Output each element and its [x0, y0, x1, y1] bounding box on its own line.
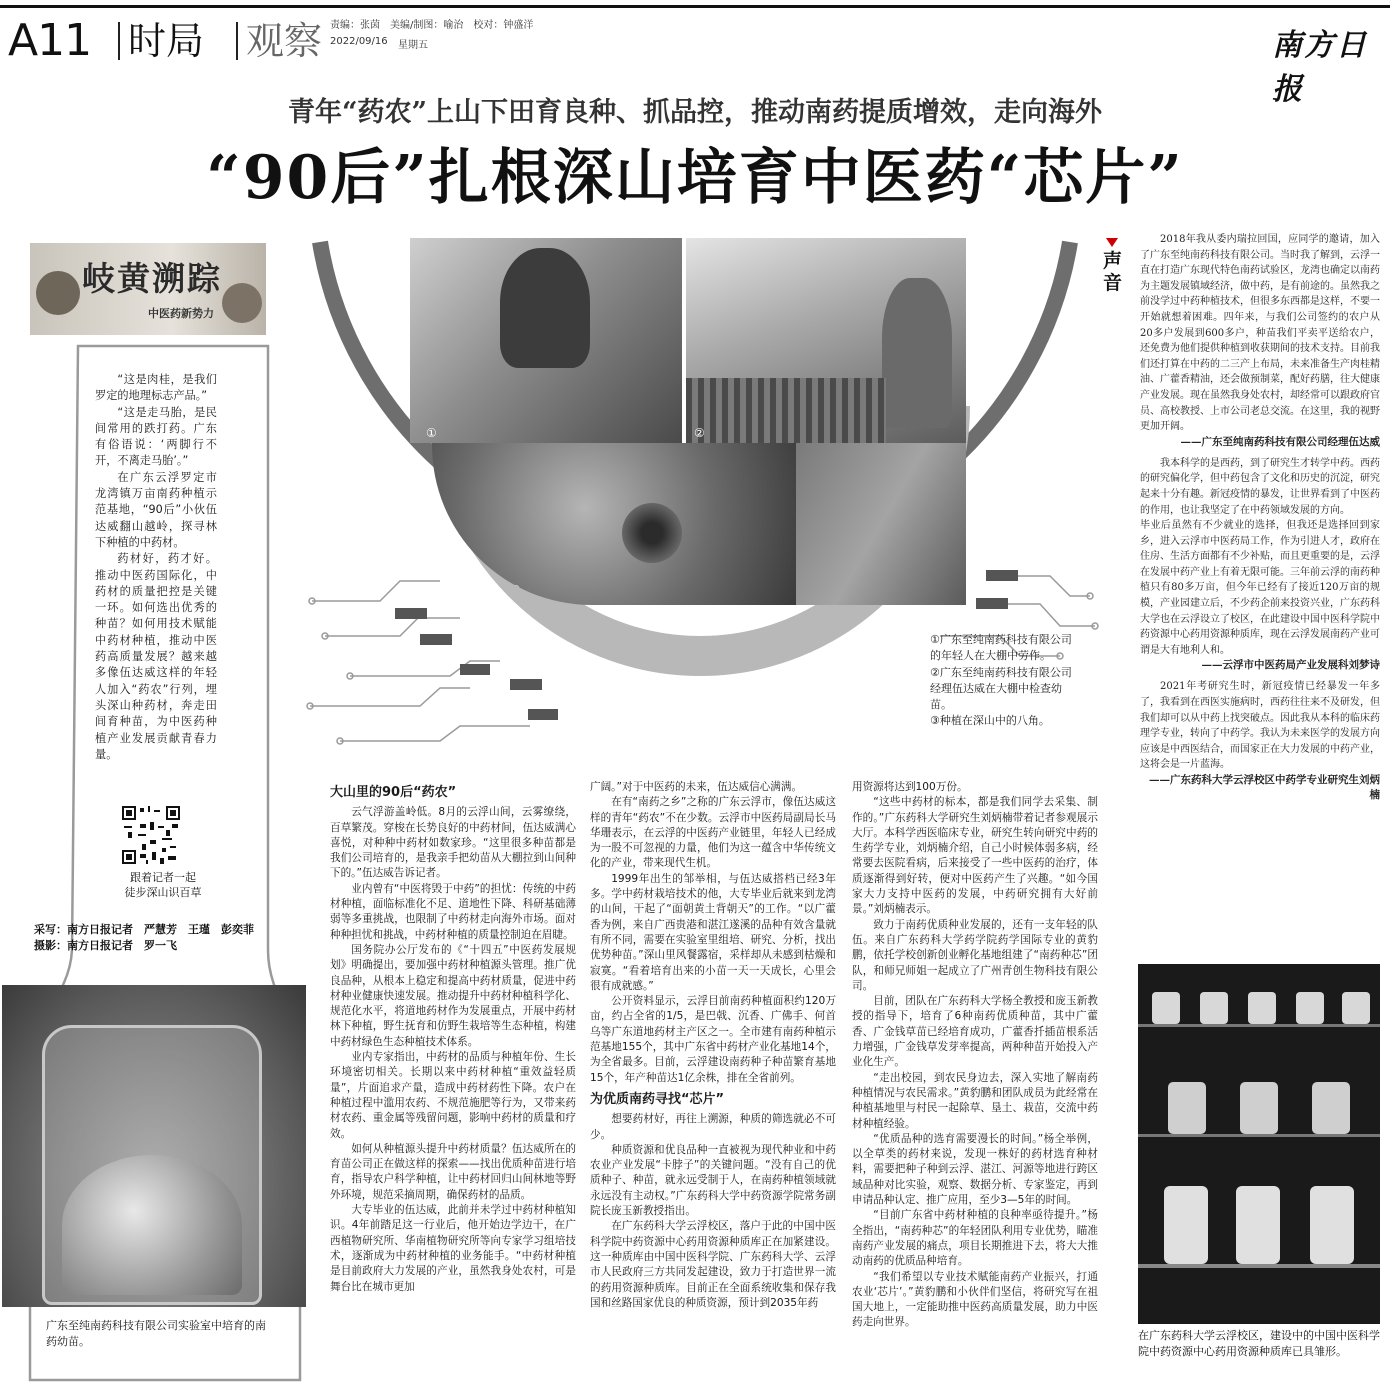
- section-name: 时局: [128, 19, 205, 63]
- voices-marker-triangle: [1106, 238, 1118, 247]
- seedling-trays: [686, 378, 886, 443]
- specimen-jar: [1236, 1186, 1280, 1264]
- voice-quote: 2021年考研究生时，新冠疫情已经暴发一年多了，我看到在西医实施病时，西药往往来不及研发，但我们却可以从中药上找突破点。因此我从本科的临床药理学专业，转向了中药学。我认为未来医学的发展方向应该是中西医结合，而国家正在大力发展的中药产业，这将会是一片蓝海。: [1140, 681, 1380, 771]
- article-column-2: [590, 780, 836, 1311]
- main-headline: “90后”扎根深山培育中医药“芯片”: [206, 143, 1184, 213]
- display-shelf: [1138, 1024, 1380, 1027]
- subheading: 大山里的90后“药农”: [330, 785, 457, 800]
- herb-bowl-decoration-2: [222, 283, 262, 323]
- column-logo: [30, 243, 266, 335]
- article-para: 云气浮游盖岭低。8月的云浮山间，云雾缭绕，百草繁茂。穿梭在长势良好的中药材间，伍达威满心喜悦，对种种中药材如数家珍。“这里很多种苗都是我们公司培育的，是我亲手把幼苗从大棚拉到山间种下的。”伍达威告诉记者。: [330, 806, 576, 880]
- specimen-jar: [1168, 1082, 1206, 1134]
- column-name: 观察: [246, 19, 323, 63]
- photo-3-hand-closeup: [796, 443, 966, 605]
- header-divider: [118, 22, 120, 60]
- specimen-jar: [1152, 992, 1180, 1024]
- byline-writers: 采写：南方日报记者 严慧芳 王瑾 彭奕菲: [34, 923, 254, 936]
- photo-marker: ③: [510, 583, 521, 597]
- photo-1-worker-greenhouse: [410, 238, 682, 443]
- library-photo-caption: 在广东药科大学云浮校区，建设中的中国中医科学院中药资源中心药用资源种质库已具雏形。: [1138, 1329, 1380, 1358]
- article-para: 如何从种植源头提升中药材质量？伍达威所在的育苗公司正在做这样的探索——找出优质种苗进行培育，指导农户科学种植，让中药材回归山间林地等野外环境，规范采摘周期，确保药材的品质。: [330, 1142, 576, 1201]
- byline-photographer: 摄影：南方日报记者 罗一飞: [34, 939, 177, 952]
- issue-date: 2022/09/16: [330, 36, 388, 47]
- article-para: 广阔。”对于中医药的未来，伍达威信心满满。: [590, 781, 803, 793]
- seedling-jar-photo: [2, 985, 306, 1307]
- article-para: 国务院办公厅发布的《“十四五”中医药发展规划》明确提出，要加强中药材种植源头管理。推广优良品种，从根本上稳定和提高中药材质量，促进中药材种业健康快速发展。推动提升中药材种植科学化、规范化水平，将道地药材作为发展重点，开展中药材林下种植，野生抚育和仿野生栽培等生态种植，构建中药材绿色生态种植技术体系。: [330, 943, 576, 1048]
- display-shelf: [1138, 1264, 1380, 1268]
- article-para: 种质资源和优良品种一直被视为现代种业和中药农业产业发展“卡脖子”的关键问题。“没有自己的优质种子、种苗，就永远受制于人，在南药种植领域就永远没有主动权。”广东药科大学中药资源学院常务副院长庞玉新教授指出。: [590, 1143, 836, 1218]
- kicker-headline: 青年“药农”上山下田育良种、抓品控，推动南药提质增效，走向海外: [287, 97, 1103, 128]
- article-para: 1999年出生的邹举相，与伍达威搭档已经3年多。学中药材栽培技术的他，大专毕业后就来到龙湾的山间，干起了“面朝黄土背朝天”的工作。“以广藿香为例，来自广西贵港和湛江遂溪的品种有效含量就有所不同，需要在实验室里组培、研究、分析，找出优势种苗。”深山里风餐露宿，采样却从未感到枯燥和寂寞。“看着培育出来的小苗一天一天成长，心里会很有成就感。”: [590, 872, 836, 992]
- star-anise: [622, 503, 682, 563]
- specimen-jar: [1164, 1186, 1208, 1264]
- voice-signature: ——广东至纯南药科技有限公司经理伍达威: [1180, 435, 1380, 448]
- specimen-jar: [1248, 992, 1276, 1024]
- issue-weekday: 星期五: [398, 40, 428, 51]
- article-column-3: [852, 780, 1098, 1331]
- photo-marker: ②: [694, 426, 705, 440]
- worker-figure: [500, 248, 590, 368]
- article-para: 大专毕业的伍达威，此前并未学过中药材种植知识。4年前踏足这一行业后，他开始边学边干，在广西植物研究所、华南植物研究所等向专家学习组培技术，逐渐成为中药材种植的业务能手。“中药材种植是目前政府大力发展的产业，虽然我身处农村，可是舞台比在城市更加: [330, 1204, 576, 1293]
- photo-caption: ①广东至纯南药科技有限公司的年轻人在大棚中劳作。 ②广东至纯南药科技有限公司经理伍达威在大棚中检查幼苗。 ③种植在深山中的八角。: [930, 633, 1072, 728]
- seedlings: [62, 1155, 242, 1295]
- article-para: 用资源将达到100万份。: [852, 781, 968, 793]
- article-column-1: [330, 782, 576, 1295]
- lead-para: “这是走马胎，是民间常用的跌打药。广东有俗语说：‘两脚行不开，不离走马胎’。”: [95, 405, 217, 468]
- lead-paragraphs: [95, 372, 217, 763]
- lead-para: 药材好，药才好。推动中医药国际化，中药材的质量把控是关键一环。如何选出优秀的种苗？如何用技术赋能中药材种植，推动中医药高质量发展？越来越多像伍达威这样的年轻人加入“药农”行列，埋头深山种药材，奔走田间育种苗，为中医药种植产业发展贡献青春力量。: [95, 552, 217, 761]
- article-para: “走出校园，到农民身边去，深入实地了解南药种植情况与农民需求。”黄豹鹏和团队成员为此经常在种植基地里与村民一起除草、垦土、栽苗，交流中药材种植经验。: [852, 1071, 1098, 1130]
- photo-marker: ①: [426, 426, 437, 440]
- voice-signature: ——广东药科大学云浮校区中药学专业研究生刘炳楠: [1149, 774, 1380, 801]
- lead-para: 在广东云浮罗定市龙湾镇万亩南药种植示范基地，“90后”小伙伍达威翻山越岭，探寻林下种植的中药材。: [95, 470, 217, 549]
- article-para: 致力于南药优质种业发展的，还有一支年轻的队伍。来自广东药科大学药学院药学国际专业的黄豹鹏，依托学校创新创业孵化基地组建了“南药种芯”团队，和师兄师姐一起成立了广州青创生物科技有限公司。: [852, 918, 1098, 992]
- specimen-jar: [1310, 1186, 1354, 1264]
- column-logo-title: 岐黄溯踪: [82, 259, 222, 298]
- header-divider-2: [236, 22, 238, 60]
- lead-para: “这是肉桂，是我们罗定的地理标志产品。”: [95, 373, 217, 403]
- qr-caption: 跟着记者一起 徒步深山识百草: [124, 871, 202, 899]
- specimen-jar: [1342, 992, 1370, 1024]
- specimen-jar: [1240, 1082, 1278, 1134]
- specimen-jar: [1200, 992, 1228, 1024]
- qr-code[interactable]: [122, 806, 180, 864]
- voice-quote: 2018年我从委内瑞拉回国，应同学的邀请，加入了广东至纯南药科技有限公司。当时我了解到，云浮一直在打造广东现代特色南药试验区，龙湾也确定以南药为主题发展镇域经济，做中药，是有前途的。虽然我之前没学过中药种植技术，但很多东西都是这样，不要一开始就想着困难。四年来，与我们公司签约的农户从20多户发展到600多户，种苗我们平卖平送给农户，还免费为他们提供种植到收获期间的技术支持。目前我们还打算在中药的二三产上布局，未来准备生产肉桂精油、广藿香精油，还会做预制菜，配好药膳，往大健康产业发展。现在虽然我身处农村，却经常可以跟政府官员、高校教授、上市公司老总交流。在这里，我的视野更加开阔。: [1140, 234, 1380, 433]
- byline: [34, 922, 254, 954]
- germplasm-library-photo: [1138, 964, 1380, 1324]
- display-shelf: [1138, 1134, 1380, 1137]
- article-para: 公开资料显示，云浮目前南药种植面积约120万亩，约占全省的1/5，是巴戟、沉香、广佛手、何首乌等广东道地药材主产区之一。全市建有南药种植示范基地155个，其中广东省中药材产业化基地14个，为全省最多。目前，云浮建设南药种子种苗繁育基地15个，年产种苗达1亿余株，排在全省前列。: [590, 995, 836, 1084]
- top-rule: [0, 5, 1390, 8]
- article-para: 想要药材好，再往上溯源，种质的筛选就必不可少。: [590, 1113, 836, 1141]
- article-para: “目前广东省中药材种植的良种率亟待提升。”杨全指出，“南药种芯”的年轻团队利用专业优势，瞄准南药产业发展的痛点，项目长期推进下去，将大大推动南药的优质品种培育。: [852, 1209, 1098, 1268]
- editor-credits: 责编：张茵 美编/制图：喻治 校对：钟盛洋: [330, 20, 534, 31]
- masthead-logo: 南方日报: [1272, 28, 1368, 107]
- page-number: A11: [8, 15, 92, 66]
- article-para: “我们希望以专业技术赋能南药产业振兴，打通农业‘芯片’。”黄豹鹏和小伙伴们坚信，将研究写在祖国大地上，一定能助推中医药高质量发展，助力中医药走向世界。: [852, 1270, 1098, 1329]
- article-para: 目前，团队在广东药科大学杨全教授和庞玉新教授的指导下，培育了6种南药优质种苗，其中广藿香、广金钱草苗已经培育成功，广藿香扦插苗根系活力增强，广金钱草发芽率提高，两种种苗开始投入产业化生产。: [852, 995, 1098, 1069]
- article-para: “这些中药材的标本，都是我们同学去采集、制作的。”广东药科大学研究生刘炳楠带着记者参观展示大厅。本科学西医临床专业，研究生转向研究中药的生药学专业，刘炳楠介绍，自己小时候体弱多病，经常要去医院看病，后来接受了一些中医药的治疗，体质逐渐得到好转，便对中医药产生了兴趣。“如今国家大力支持中医药的发展，中药研究拥有大好前景。”刘炳楠表示。: [852, 796, 1098, 916]
- article-para: 业内曾有“中医将毁于中药”的担忧：传统的中药材种植，面临标准化不足、道地性下降、科研基础薄弱等多重挑战，也限制了中药材走向海外市场。面对种种担忧和挑战，中药材种植的质量控制迫在眉睫。: [330, 882, 576, 941]
- article-para: 在广东药科大学云浮校区，落户于此的中国中医科学院中药资源中心药用资源种质库正在加紧建设。这一种质库由中国中医科学院、广东药科大学、云浮市人民政府三方共同发起建设，致力于打造世界一流的药用资源种质库。目前正在全面系统收集和保存我国和丝路国家优良的种质资源，预计到2035年药: [590, 1220, 836, 1309]
- herb-bowl-decoration: [36, 271, 80, 315]
- specimen-jar: [1296, 992, 1324, 1024]
- article-para: “优质品种的选育需要漫长的时间。”杨全举例，以全草类的药材来说，发现一株好的药材选育种材料，需要把种子种到云浮、湛江、河源等地进行跨区域品种对比实验，观察、数据分析、专家鉴定，再到申请品种认定、推广应用，至少3—5年的时间。: [852, 1132, 1098, 1207]
- voices-column: [1140, 232, 1380, 803]
- voice-quote: 我本科学的是西药，到了研究生才转学中药。西药的研究偏化学，但中药包含了文化和历史的沉淀，研究起来十分有趣。新冠疫情的暴发，让世界看到了中医药的作用，也让我坚定了在中药领域发展的方向。 毕业后虽然有不少就业的选择，但我还是选择回到家乡，进入云浮市中医药局工作，作为引进人才，政府在住房、生活方面都有不少补贴，而且更重要的是，云浮在发展中药产业上有着无限可能。三年前云浮的南药种植只有80多万亩，但今年已经有了接近120万亩的规模，产业园建立后，不少药企前来投资兴业，广东药科大学也在云浮设立了校区，在此建设中国中医科学院中药资源中心药用资源种质库，现在云浮发展南药产业可谓是大有地利人和。: [1140, 457, 1380, 656]
- manager-figure: [882, 278, 952, 428]
- subheading: 为优质南药寻找“芯片”: [590, 1091, 725, 1107]
- column-logo-subtitle: 中医药新势力: [148, 307, 214, 320]
- article-para: 在有“南药之乡”之称的广东云浮市，像伍达威这样的青年“药农”不在少数。云浮市中医药局副局长马华珊表示，在云浮的中医药产业链里，年轻人已经成为一股不可忽视的力量，他们为这一蕴含中华传统文化的产业，带来现代生机。: [590, 796, 836, 870]
- specimen-jar: [1312, 1082, 1350, 1134]
- jar-photo-caption: 广东至纯南药科技有限公司实验室中培育的南药幼苗。: [46, 1319, 266, 1348]
- voices-label: 声音: [1103, 250, 1123, 294]
- photo-2-manager-checking: [686, 238, 966, 443]
- article-para: 业内专家指出，中药材的品质与种植年份、生长环境密切相关。长期以来中药材种植“重效益轻质量”，片面追求产量，造成中药材药性下降。农户在种植过程中滥用农药、不规范施肥等行为，又带来药材农药、重金属等残留问题，影响中药材的质量和疗效。: [330, 1051, 576, 1140]
- voice-signature: ——云浮市中医药局产业发展科刘梦诗: [1201, 659, 1380, 672]
